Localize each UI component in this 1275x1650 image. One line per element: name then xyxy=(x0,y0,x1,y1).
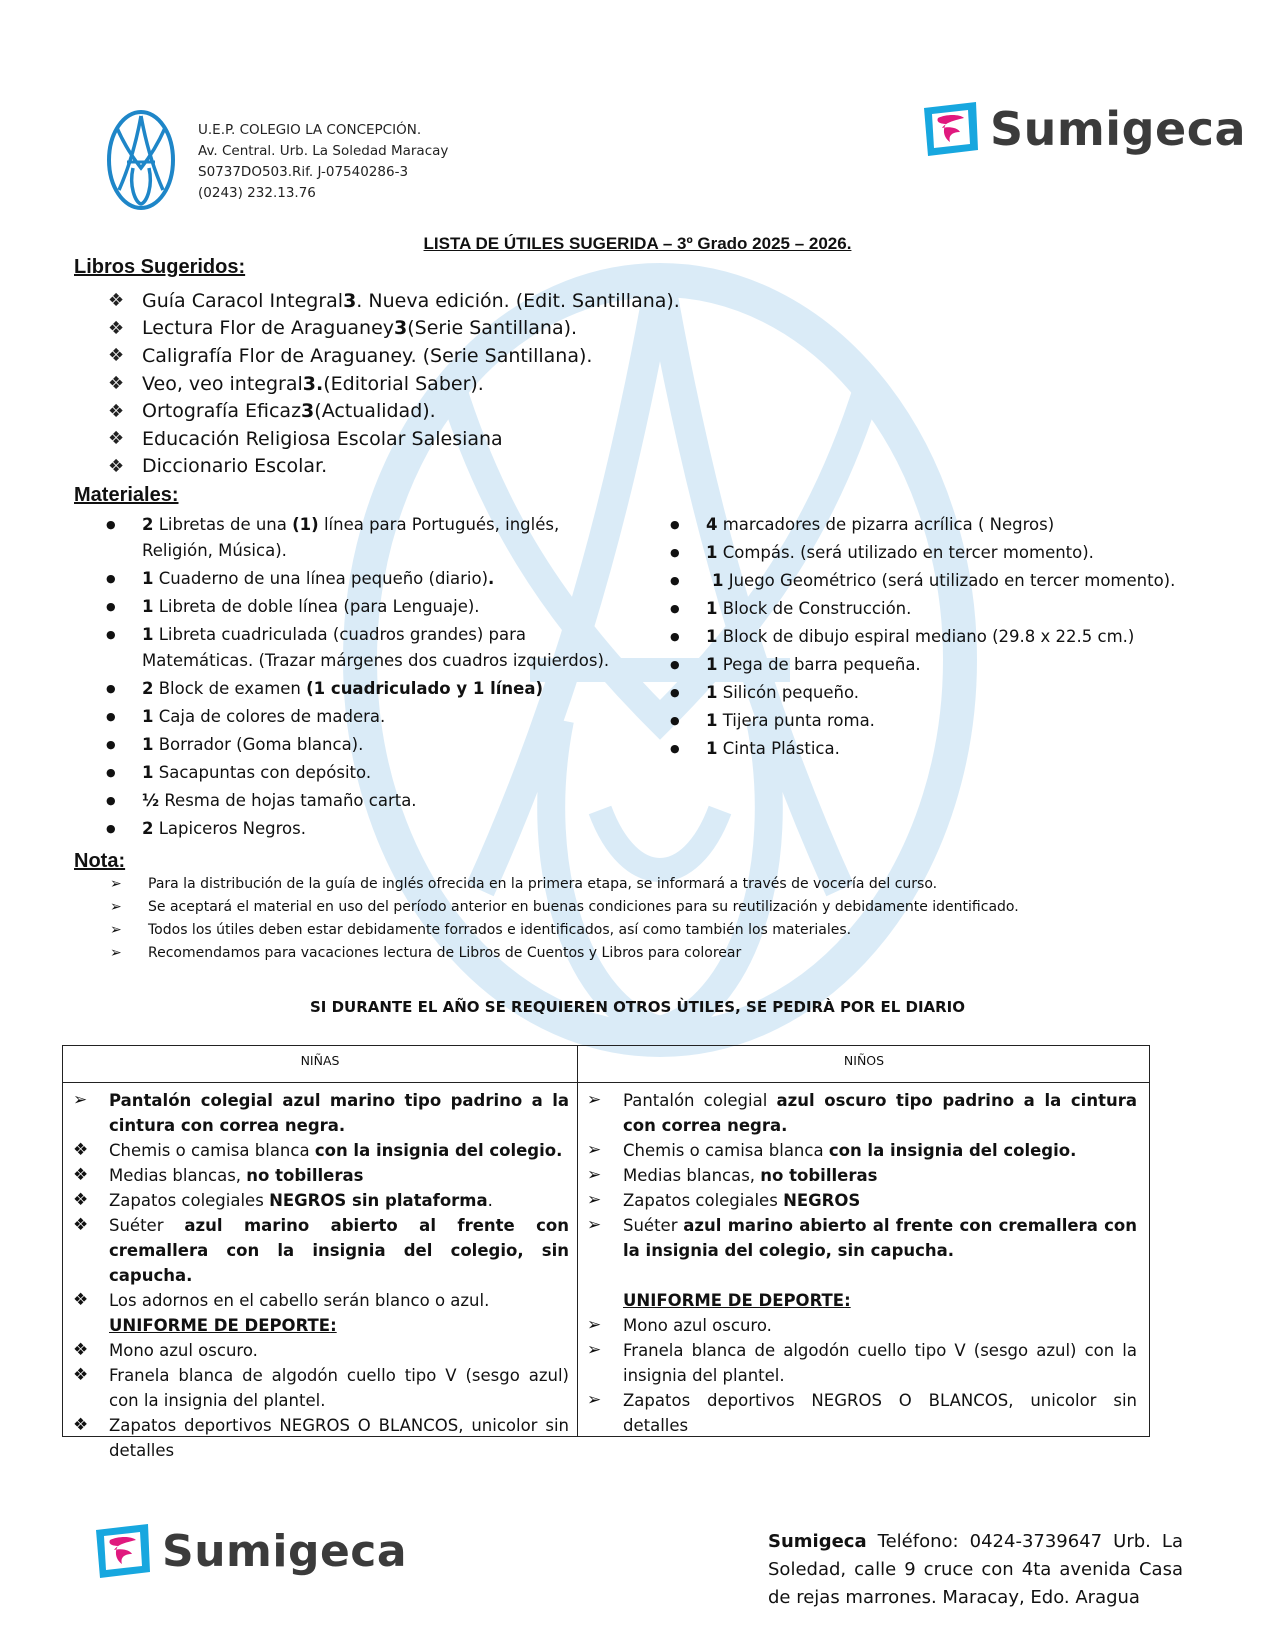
diamond-bullet-icon: ❖ xyxy=(73,1140,89,1160)
table-divider xyxy=(577,1046,578,1436)
list-item: ➢ Zapatos colegiales NEGROS xyxy=(587,1188,1137,1213)
school-logo-icon xyxy=(105,108,177,212)
school-address: Av. Central. Urb. La Soledad Maracay xyxy=(198,143,449,159)
list-item: ➢ Franela blanca de algodón cuello tipo V (sesgo azul) con la insignia del plantel. xyxy=(587,1340,1137,1385)
list-item: ● 1 Juego Geométrico (será utilizado en tercer momento). xyxy=(670,568,1230,594)
list-item: ❖ Medias blancas, no tobilleras xyxy=(73,1163,569,1188)
list-item: ● 1 Cinta Plástica. xyxy=(670,736,1230,762)
arrow-bullet-icon: ➢ xyxy=(587,1140,602,1160)
diamond-bullet-icon: ❖ xyxy=(108,345,125,367)
document-title: LISTA DE ÚTILES SUGERIDA – 3º Grado 2025 – 2026. xyxy=(423,234,852,253)
arrow-bullet-icon: ➢ xyxy=(587,1190,602,1210)
notes-heading: Nota: xyxy=(74,850,126,872)
arrow-bullet-icon: ➢ xyxy=(587,1390,602,1410)
diamond-bullet-icon: ❖ xyxy=(73,1415,89,1435)
list-item: ➢ Todos los útiles deben estar debidamente forrados e identificados, así como también los materiales. xyxy=(110,921,852,938)
boys-uniform-column xyxy=(587,1088,1137,1438)
list-item: ❖ Caligrafía Flor de Araguaney. (Serie Santillana). xyxy=(108,344,593,367)
diamond-bullet-icon: ❖ xyxy=(108,428,125,450)
notes-list xyxy=(110,872,1019,964)
list-item: ❖ Franela blanca de algodón cuello tipo V (sesgo azul) con la insignia del plantel. xyxy=(73,1365,569,1410)
list-item: ● 1 Block de dibujo espiral mediano (29.8 x 22.5 cm.) xyxy=(670,624,1230,650)
arrow-bullet-icon: ➢ xyxy=(110,875,122,892)
contact-info xyxy=(768,1528,1183,1612)
list-item: ● 1 Cuaderno de una línea pequeño (diario). xyxy=(106,566,626,592)
diamond-bullet-icon: ❖ xyxy=(73,1165,89,1185)
list-item: ❖ Zapatos deportivos NEGROS O BLANCOS, unicolor sin detalles xyxy=(73,1415,569,1460)
brand-name: Sumigeca xyxy=(990,102,1247,156)
sport-uniform-heading: UNIFORME DE DEPORTE: xyxy=(109,1316,337,1335)
diamond-bullet-icon: ❖ xyxy=(108,455,125,477)
list-item: ● 1 Borrador (Goma blanca). xyxy=(106,732,626,758)
list-item: ● 1 Tijera punta roma. xyxy=(670,708,1230,734)
list-item: ❖ Zapatos colegiales NEGROS sin plataforma. xyxy=(73,1188,569,1213)
list-item: ➢ Suéter azul marino abierto al frente con cremallera con la insignia del colegio, sin capucha. xyxy=(587,1215,1137,1260)
list-item: ● 1 Libreta cuadriculada (cuadros grandes) para Matemáticas. (Trazar márgenes dos cuadros izquierdos). xyxy=(106,622,626,674)
sumigeca-logo-top xyxy=(920,100,1246,158)
list-item: ❖ Veo, veo integral 3. (Editorial Saber). xyxy=(108,372,484,395)
arrow-bullet-icon: ➢ xyxy=(73,1090,88,1110)
uniform-table xyxy=(62,1045,1150,1460)
school-name: U.E.P. COLEGIO LA CONCEPCIÓN. xyxy=(198,122,422,138)
table-divider xyxy=(63,1082,1149,1083)
school-phone: (0243) 232.13.76 xyxy=(198,185,316,201)
spacer xyxy=(587,1263,1137,1288)
list-item: ❖ Diccionario Escolar. xyxy=(108,455,328,478)
diamond-bullet-icon: ❖ xyxy=(108,400,125,422)
materials-heading: Materiales: xyxy=(74,484,179,506)
list-item: ❖ Los adornos en el cabello serán blanco o azul. xyxy=(73,1288,569,1313)
diamond-bullet-icon: ❖ xyxy=(108,290,125,312)
sumigeca-tile-icon xyxy=(92,1522,154,1580)
list-item: ● 4 marcadores de pizarra acrílica ( Negros) xyxy=(670,512,1230,538)
list-item: ● 1 Compás. (será utilizado en tercer momento). xyxy=(670,540,1230,566)
school-info xyxy=(198,120,448,204)
books-heading: Libros Sugeridos: xyxy=(74,256,246,278)
list-item: ● 2 Block de examen (1 cuadriculado y 1 línea) xyxy=(106,676,626,702)
list-item: ➢ Se aceptará el material en uso del período anterior en buenas condiciones para su reutilización y debidamente identificado. xyxy=(110,898,1019,915)
sport-uniform-heading: UNIFORME DE DEPORTE: xyxy=(623,1291,851,1310)
arrow-bullet-icon: ➢ xyxy=(110,921,122,938)
arrow-bullet-icon: ➢ xyxy=(110,944,122,961)
list-item: ➢ Zapatos deportivos NEGROS O BLANCOS, unicolor sin detalles xyxy=(587,1390,1137,1435)
boys-column-header: NIÑOS xyxy=(843,1053,885,1068)
contact-name: Sumigeca xyxy=(768,1531,867,1552)
materials-list-left xyxy=(106,512,626,844)
diamond-bullet-icon: ❖ xyxy=(73,1365,89,1385)
list-item: ❖ Suéter azul marino abierto al frente con cremallera con la insignia del colegio, sin capucha. xyxy=(73,1215,570,1285)
list-item: ● 1 Pega de barra pequeña. xyxy=(670,652,1230,678)
arrow-bullet-icon: ➢ xyxy=(587,1340,602,1360)
list-item: ❖ Mono azul oscuro. xyxy=(73,1338,569,1363)
list-item: ❖ Lectura Flor de Araguaney 3 (Serie Santillana). xyxy=(108,317,578,340)
diamond-bullet-icon: ❖ xyxy=(73,1215,89,1235)
list-item: ➢ Recomendamos para vacaciones lectura de Libros de Cuentos y Libros para colorear xyxy=(110,944,742,961)
brand-name: Sumigeca xyxy=(162,1525,408,1577)
list-item: ➢ Medias blancas, no tobilleras xyxy=(587,1163,1137,1188)
diamond-bullet-icon: ❖ xyxy=(108,317,125,339)
list-item: ➢ Pantalón colegial azul oscuro tipo padrino a la cintura con correa negra. xyxy=(587,1090,1137,1135)
list-item: ● ½ Resma de hojas tamaño carta. xyxy=(106,788,626,814)
list-item: ● 2 Lapiceros Negros. xyxy=(106,816,626,842)
list-item: ❖ Educación Religiosa Escolar Salesiana xyxy=(108,427,503,450)
list-item: ● 1 Libreta de doble línea (para Lenguaje). xyxy=(106,594,626,620)
list-item: ● 2 Libretas de una (1) línea para Portugués, inglés, Religión, Música). xyxy=(106,512,626,564)
arrow-bullet-icon: ➢ xyxy=(587,1165,602,1185)
list-item: ➢ Pantalón colegial azul marino tipo padrino a la cintura con correa negra. xyxy=(73,1090,569,1135)
list-item: ➢ Para la distribución de la guía de inglés ofrecida en la primera etapa, se informará a través de vocería del curso. xyxy=(110,875,938,892)
sumigeca-logo-bottom xyxy=(92,1522,407,1580)
diamond-bullet-icon: ❖ xyxy=(73,1190,89,1210)
arrow-bullet-icon: ➢ xyxy=(587,1090,602,1110)
list-item: ➢ Chemis o camisa blanca con la insignia del colegio. xyxy=(587,1138,1137,1163)
list-item: ➢ Mono azul oscuro. xyxy=(587,1313,1137,1338)
books-list xyxy=(108,287,680,480)
sumigeca-tile-icon xyxy=(920,100,982,158)
list-item: ● 1 Silicón pequeño. xyxy=(670,680,1230,706)
additional-supplies-notice: SI DURANTE EL AÑO SE REQUIEREN OTROS ÙTILES, SE PEDIRÀ POR EL DIARIO xyxy=(309,998,966,1016)
list-item: ❖ Ortografía Eficaz 3 (Actualidad). xyxy=(108,400,436,423)
arrow-bullet-icon: ➢ xyxy=(587,1315,602,1335)
diamond-bullet-icon: ❖ xyxy=(73,1340,89,1360)
girls-uniform-column xyxy=(73,1088,569,1463)
list-item: ● 1 Sacapuntas con depósito. xyxy=(106,760,626,786)
arrow-bullet-icon: ➢ xyxy=(110,898,122,915)
contact-details: Teléfono: 0424-3739647 Urb. La Soledad, calle 9 cruce con 4ta avenida Casa de rejas marrones. Maracay, Edo. Aragua xyxy=(768,1531,1183,1608)
diamond-bullet-icon: ❖ xyxy=(108,373,125,395)
diamond-bullet-icon: ❖ xyxy=(73,1290,89,1310)
materials-list-right xyxy=(670,512,1230,764)
list-item: ❖ Guía Caracol Integral 3 . Nueva edición. (Edit. Santillana). xyxy=(108,289,680,312)
list-item: ❖ Chemis o camisa blanca con la insignia del colegio. xyxy=(73,1138,569,1163)
list-item: ● 1 Caja de colores de madera. xyxy=(106,704,626,730)
list-item: ● 1 Block de Construcción. xyxy=(670,596,1230,622)
school-registry: S0737DO503.Rif. J-07540286-3 xyxy=(198,164,409,180)
arrow-bullet-icon: ➢ xyxy=(587,1215,602,1235)
girls-column-header: NIÑAS xyxy=(300,1053,340,1068)
